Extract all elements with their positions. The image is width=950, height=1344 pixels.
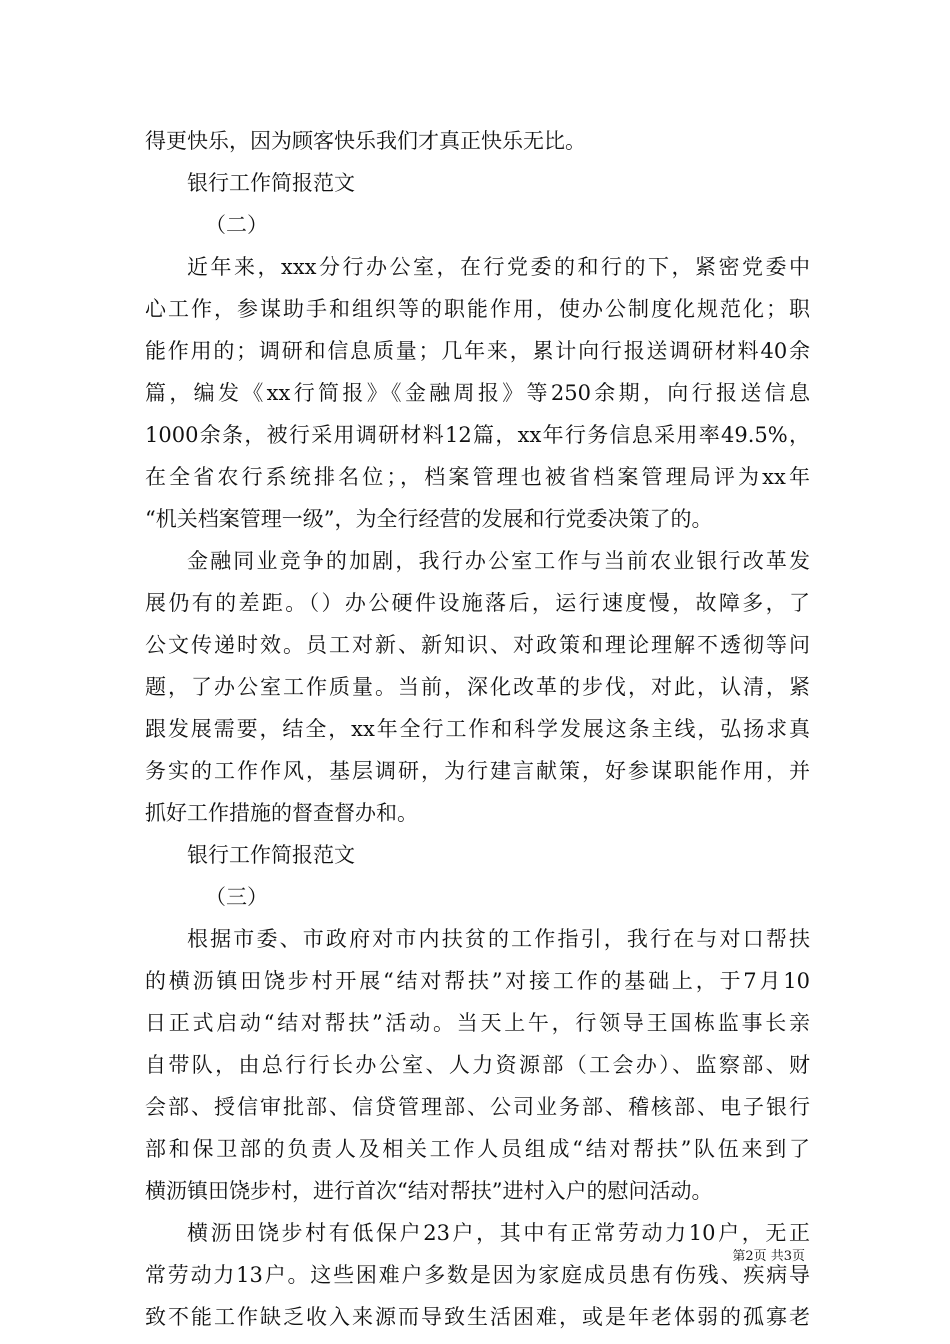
paragraph-line: 根据市委、市政府对市内扶贫的工作指引，我行在与对口帮扶 [187, 927, 810, 951]
paragraph-line: 公文传递时效。员工对新、新知识、对政策和理论理解不透彻等问 [145, 633, 810, 657]
paragraph-line: 日正式启动“结对帮扶”活动。当天上午，行领导王国栋监事长亲 [145, 1011, 810, 1035]
paragraph-line: 务实的工作作风，基层调研，为行建言献策，好参谋职能作用，并 [145, 759, 810, 783]
paragraph-line: 1000余条，被行采用调研材料12篇，xx年行务信息采用率49.5%， [145, 423, 810, 447]
section-title: 银行工作简报范文 [187, 843, 355, 867]
paragraph-line: 展仍有的差距。（）办公硬件设施落后，运行速度慢，故障多，了 [145, 591, 810, 615]
paragraph-line: 常劳动力13户。这些困难户多数是因为家庭成员患有伤残、疾病导 [145, 1263, 810, 1287]
paragraph-line: 抓好工作措施的督查督办和。 [145, 801, 418, 825]
paragraph-line: 能作用的；调研和信息质量；几年来，累计向行报送调研材料40余 [145, 339, 810, 363]
page-number-footer: 第2页 共3页 [732, 1249, 805, 1264]
section-number: （三） [205, 885, 268, 909]
paragraph-line: 金融同业竞争的加剧，我行办公室工作与当前农业银行改革发 [187, 549, 810, 573]
paragraph-line: 会部、授信审批部、信贷管理部、公司业务部、稽核部、电子银行 [145, 1095, 810, 1119]
paragraph-line: 在全省农行系统排名位；，档案管理也被省档案管理局评为xx年 [145, 465, 810, 489]
paragraph-line: 致不能工作缺乏收入来源而导致生活困难，或是年老体弱的孤寡老 [145, 1305, 810, 1329]
paragraph-line: 篇，编发《xx行简报》《金融周报》等250余期，向行报送信息 [145, 381, 810, 405]
paragraph-line: 横沥田饶步村有低保户23户，其中有正常劳动力10户，无正 [187, 1221, 810, 1245]
paragraph-line: 题，了办公室工作质量。当前，深化改革的步伐，对此，认清，紧 [145, 675, 810, 699]
paragraph-line: 心工作，参谋助手和组织等的职能作用，使办公制度化规范化；职 [145, 297, 810, 321]
paragraph-line: 跟发展需要，结全，xx年全行工作和科学发展这条主线，弘扬求真 [145, 717, 810, 741]
document-body [145, 120, 810, 1338]
text-line-continuation: 得更快乐，因为顾客快乐我们才真正快乐无比。 [145, 129, 586, 153]
paragraph-line: 横沥镇田饶步村，进行首次“结对帮扶”进村入户的慰问活动。 [145, 1179, 713, 1203]
paragraph-line: 的横沥镇田饶步村开展“结对帮扶”对接工作的基础上，于7月10 [145, 969, 810, 993]
paragraph-line: “机关档案管理一级”，为全行经营的发展和行党委决策了的。 [145, 507, 713, 531]
paragraph-line: 自带队，由总行行长办公室、人力资源部（工会办）、监察部、财 [145, 1053, 810, 1077]
paragraph-line: 部和保卫部的负责人及相关工作人员组成“结对帮扶”队伍来到了 [145, 1137, 810, 1161]
paragraph-line: 近年来，xxx分行办公室，在行党委的和行的下，紧密党委中 [187, 255, 810, 279]
section-title: 银行工作简报范文 [187, 171, 355, 195]
section-number: （二） [205, 213, 268, 237]
